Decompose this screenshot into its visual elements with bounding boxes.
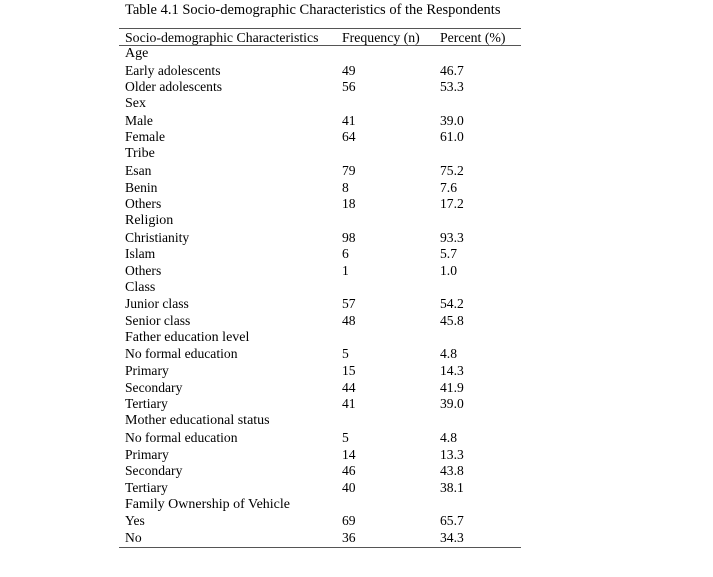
table-row: [119, 79, 521, 96]
table-row: [119, 380, 521, 397]
table-row: [119, 129, 521, 146]
percent-cell: 39.0: [440, 112, 464, 128]
category-label: Family Ownership of Vehicle: [125, 496, 290, 512]
frequency-cell: 44: [342, 379, 356, 395]
frequency-cell: 64: [342, 129, 356, 145]
table-row: [119, 396, 521, 413]
frequency-cell: 57: [342, 296, 356, 312]
frequency-cell: 1: [342, 262, 349, 278]
percent-cell: 75.2: [440, 162, 464, 178]
category-row: [119, 497, 521, 514]
percent-cell: 14.3: [440, 363, 464, 379]
percent-cell: 46.7: [440, 62, 464, 78]
percent-cell: 54.2: [440, 296, 464, 312]
category-label: Religion: [125, 212, 174, 228]
table-row: [119, 163, 521, 180]
percent-cell: 7.6: [440, 179, 457, 195]
frequency-cell: 40: [342, 479, 356, 495]
table-row: [119, 296, 521, 313]
percent-cell: 93.3: [440, 229, 464, 245]
category-row: [119, 280, 521, 297]
frequency-cell: 15: [342, 363, 356, 379]
category-row: [119, 213, 521, 230]
category-label: Class: [125, 279, 156, 295]
percent-cell: 13.3: [440, 446, 464, 462]
percent-cell: 45.8: [440, 313, 464, 328]
category-row: [119, 46, 521, 63]
percent-cell: 41.9: [440, 379, 464, 395]
row-label: No: [125, 529, 142, 545]
percent-cell: 1.0: [440, 262, 457, 278]
percent-cell: 61.0: [440, 129, 464, 145]
table-row: [119, 63, 521, 80]
category-label: Age: [125, 46, 149, 61]
percent-cell: 4.8: [440, 346, 457, 362]
table-row: [119, 230, 521, 247]
frequency-cell: 18: [342, 196, 356, 212]
percent-cell: 53.3: [440, 79, 464, 95]
table-row: [119, 530, 521, 547]
category-label: Father education level: [125, 329, 250, 345]
header-frequency: Frequency (n): [342, 30, 420, 45]
row-label: Male: [125, 112, 153, 128]
row-label: Others: [125, 262, 162, 278]
frequency-cell: 8: [342, 179, 349, 195]
row-label: Female: [125, 129, 166, 145]
header-percent: Percent (%): [440, 30, 506, 45]
table-row: [119, 430, 521, 447]
row-label: Tertiary: [125, 479, 168, 495]
frequency-cell: 49: [342, 62, 356, 78]
frequency-cell: 56: [342, 79, 356, 95]
table-row: [119, 346, 521, 363]
category-label: Mother educational status: [125, 413, 270, 429]
row-label: Early adolescents: [125, 62, 221, 78]
frequency-cell: 5: [342, 429, 349, 445]
frequency-cell: 36: [342, 529, 356, 545]
frequency-cell: 41: [342, 112, 356, 128]
table-row: [119, 313, 521, 330]
header-characteristic: Socio-demographic Characteristics: [125, 30, 319, 45]
row-label: Junior class: [125, 296, 189, 312]
percent-cell: 17.2: [440, 196, 464, 212]
table-row: [119, 447, 521, 464]
row-label: Islam: [125, 246, 156, 262]
frequency-cell: 69: [342, 513, 356, 529]
row-label: Christianity: [125, 229, 190, 245]
row-label: Secondary: [125, 379, 183, 395]
table-body: [119, 46, 521, 547]
frequency-cell: 14: [342, 446, 356, 462]
table-header-row: [119, 29, 521, 45]
table-row: [119, 180, 521, 197]
table-row: [119, 263, 521, 280]
row-label: No formal education: [125, 429, 238, 445]
frequency-cell: 41: [342, 396, 356, 412]
row-label: Others: [125, 196, 162, 212]
percent-cell: 5.7: [440, 246, 457, 262]
table-row: [119, 463, 521, 480]
frequency-cell: 46: [342, 463, 356, 479]
percent-cell: 43.8: [440, 463, 464, 479]
frequency-cell: 98: [342, 229, 356, 245]
percent-cell: 4.8: [440, 429, 457, 445]
table-caption: Table 4.1 Socio-demographic Characteristics of the Respondents: [125, 2, 501, 18]
row-label: Primary: [125, 446, 169, 462]
row-label: Tertiary: [125, 396, 168, 412]
percent-cell: 39.0: [440, 396, 464, 412]
row-label: Primary: [125, 363, 169, 379]
table-row: [119, 513, 521, 530]
table-bottom-rule: [119, 547, 521, 548]
row-label: Secondary: [125, 463, 183, 479]
percent-cell: 38.1: [440, 479, 464, 495]
frequency-cell: 5: [342, 346, 349, 362]
row-label: Senior class: [125, 313, 191, 328]
table-row: [119, 246, 521, 263]
demographics-table: [119, 28, 521, 548]
percent-cell: 65.7: [440, 513, 464, 529]
table-row: [119, 480, 521, 497]
category-label: Sex: [125, 96, 146, 112]
category-label: Tribe: [125, 146, 155, 162]
frequency-cell: 79: [342, 162, 356, 178]
percent-cell: 34.3: [440, 529, 464, 545]
category-row: [119, 146, 521, 163]
category-row: [119, 96, 521, 113]
row-label: Benin: [125, 179, 158, 195]
row-label: Esan: [125, 162, 152, 178]
table-row: [119, 113, 521, 130]
row-label: No formal education: [125, 346, 238, 362]
category-row: [119, 413, 521, 430]
frequency-cell: 6: [342, 246, 349, 262]
table-row: [119, 363, 521, 380]
category-row: [119, 330, 521, 347]
row-label: Yes: [125, 513, 145, 529]
frequency-cell: 48: [342, 313, 356, 328]
table-row: [119, 196, 521, 213]
row-label: Older adolescents: [125, 79, 223, 95]
